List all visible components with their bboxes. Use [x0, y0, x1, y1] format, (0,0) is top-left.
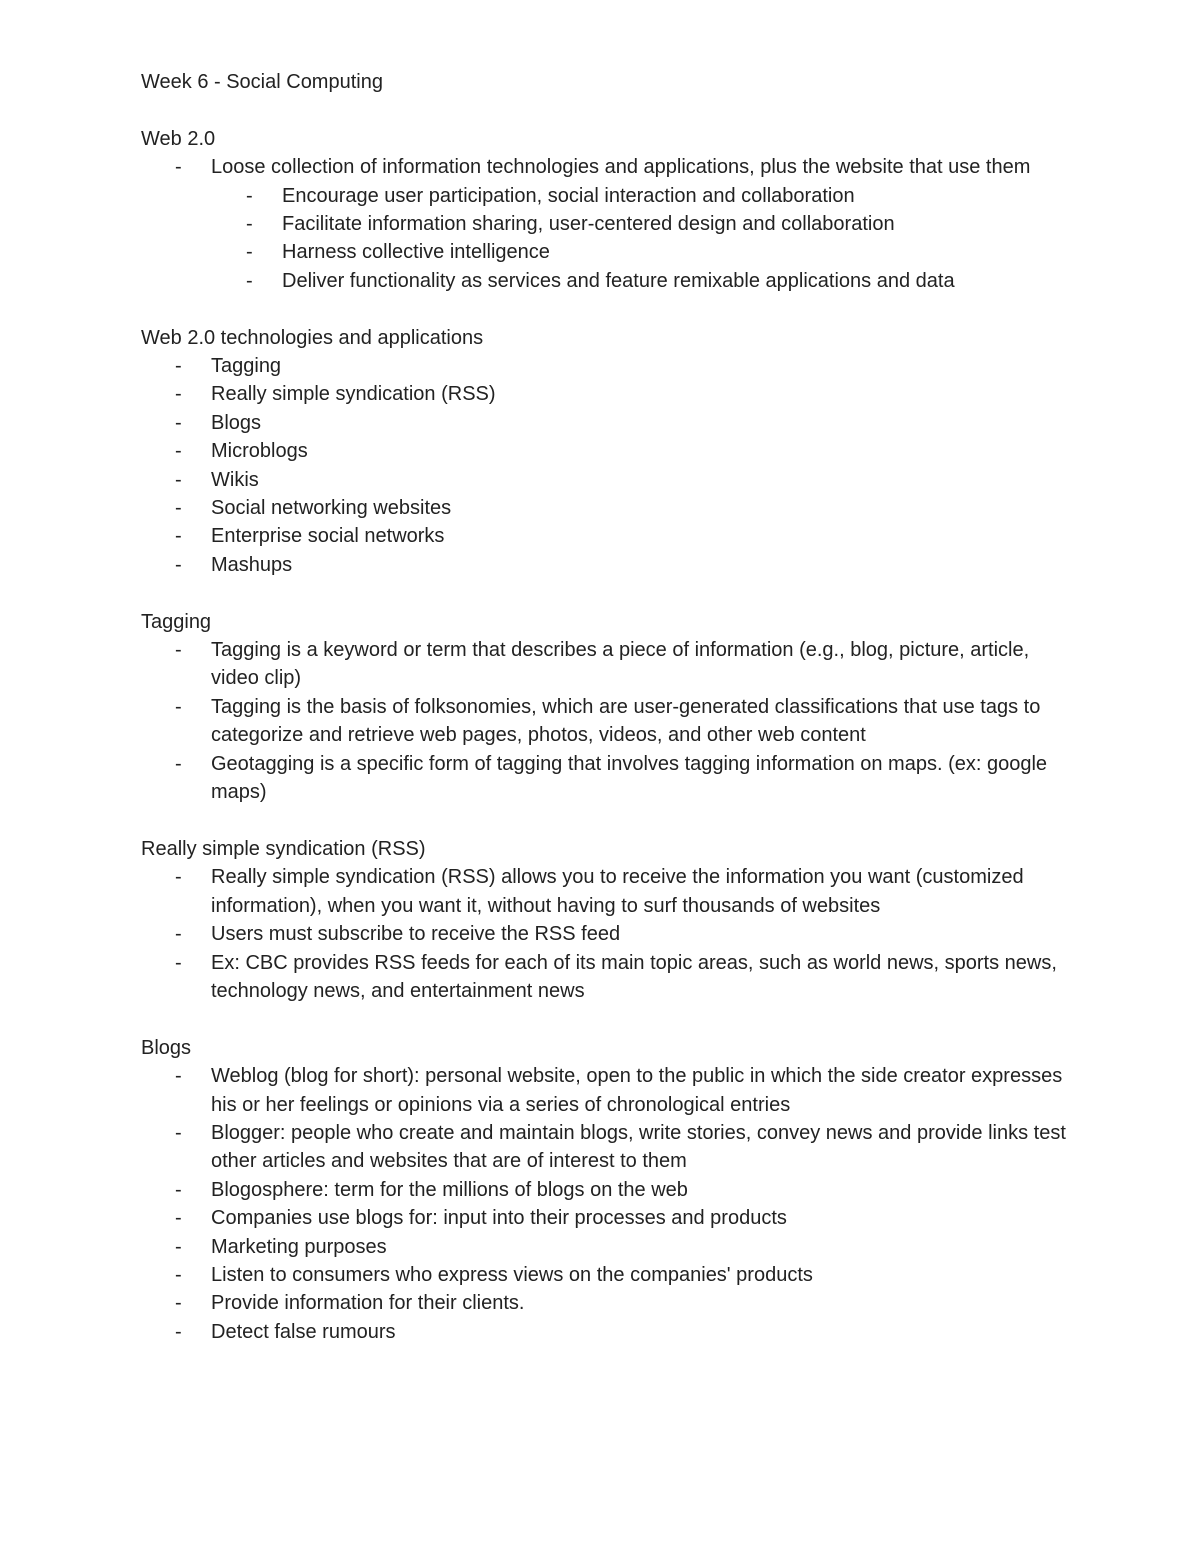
bullet-list	[141, 863, 1071, 1005]
section-heading: Web 2.0 technologies and applications	[141, 326, 484, 349]
list-item	[141, 1289, 1071, 1317]
list-item	[141, 1233, 1071, 1261]
dash-bullet-icon: -	[246, 269, 253, 292]
list-item	[141, 1176, 1071, 1204]
list-item	[141, 153, 1071, 181]
list-item	[141, 551, 1071, 579]
list-item-text: Social networking websites	[211, 497, 452, 520]
list-item	[141, 466, 1071, 494]
list-item-text: Geotagging is a specific form of tagging that involves tagging information on maps. (ex: google maps)	[211, 752, 1048, 804]
dash-bullet-icon: -	[175, 156, 182, 179]
dash-bullet-icon: -	[175, 1320, 182, 1343]
dash-bullet-icon: -	[175, 553, 182, 576]
bullet-list	[141, 153, 1071, 181]
list-item-text: Companies use blogs for: input into their processes and products	[211, 1207, 787, 1230]
list-item-text: Tagging is the basis of folksonomies, which are user-generated classifications that use tags to categorize and retrieve web pages, photos, videos, and other web content	[211, 695, 1041, 747]
dash-bullet-icon: -	[175, 752, 182, 775]
list-item	[141, 1062, 1071, 1119]
list-item-text: Loose collection of information technologies and applications, plus the website that use them	[211, 156, 1031, 179]
list-item	[141, 522, 1071, 550]
dash-bullet-icon: -	[175, 1121, 182, 1144]
dash-bullet-icon: -	[175, 923, 182, 946]
document-title: Week 6 - Social Computing	[141, 71, 383, 93]
list-item-text: Tagging is a keyword or term that describes a piece of information (e.g., blog, picture, article, video clip)	[211, 639, 1030, 690]
list-item	[141, 863, 1071, 920]
section	[141, 324, 1071, 580]
list-item-text: Wikis	[211, 468, 259, 491]
list-item	[141, 380, 1071, 408]
list-item-text: Encourage user participation, social interaction and collaboration	[282, 184, 855, 207]
list-item	[141, 636, 1071, 693]
dash-bullet-icon: -	[175, 525, 182, 548]
dash-bullet-icon: -	[175, 866, 182, 889]
list-item-text: Marketing purposes	[211, 1235, 387, 1258]
document-page	[141, 68, 1071, 1346]
list-item	[141, 409, 1071, 437]
list-item-text: Mashups	[211, 553, 293, 576]
dash-bullet-icon: -	[246, 184, 253, 207]
dash-bullet-icon: -	[175, 468, 182, 491]
list-item	[141, 1119, 1071, 1176]
section	[141, 835, 1071, 1005]
section	[141, 1034, 1071, 1346]
list-item-text: Facilitate information sharing, user-centered design and collaboration	[282, 213, 895, 236]
list-item	[141, 949, 1071, 1006]
dash-bullet-icon: -	[175, 1207, 182, 1230]
dash-bullet-icon: -	[175, 355, 182, 378]
section	[141, 608, 1071, 807]
list-item-text: Ex: CBC provides RSS feeds for each of its main topic areas, such as world news, sports news, technology news, and entertainment news	[211, 951, 1057, 1002]
dash-bullet-icon: -	[175, 1065, 182, 1088]
list-item	[141, 693, 1071, 750]
dash-bullet-icon: -	[175, 383, 182, 406]
bullet-list	[141, 352, 1071, 579]
list-item	[141, 1261, 1071, 1289]
section-heading: Web 2.0	[141, 127, 216, 150]
document-body	[141, 125, 1071, 1346]
dash-bullet-icon: -	[246, 241, 253, 264]
dash-bullet-icon: -	[175, 440, 182, 463]
list-item	[141, 1318, 1071, 1346]
list-item	[141, 238, 1071, 266]
list-item-text: Really simple syndication (RSS)	[211, 383, 496, 406]
list-item	[141, 920, 1071, 948]
dash-bullet-icon: -	[175, 1235, 182, 1258]
list-item	[141, 210, 1071, 238]
dash-bullet-icon: -	[175, 1178, 182, 1201]
list-item	[141, 267, 1071, 295]
list-item-text: Users must subscribe to receive the RSS feed	[211, 923, 621, 946]
list-item	[141, 494, 1071, 522]
list-item	[141, 182, 1071, 210]
section-heading: Blogs	[141, 1036, 192, 1059]
list-item-text: Blogger: people who create and maintain blogs, write stories, convey news and provide links test other articles and websites that are of interest to them	[211, 1121, 1066, 1173]
list-item	[141, 437, 1071, 465]
bullet-list	[141, 182, 1071, 296]
dash-bullet-icon: -	[175, 1292, 182, 1315]
dash-bullet-icon: -	[175, 1263, 182, 1286]
list-item-text: Tagging	[211, 355, 282, 378]
list-item	[141, 750, 1071, 807]
list-item-text: Harness collective intelligence	[282, 241, 550, 264]
dash-bullet-icon: -	[175, 497, 182, 520]
list-item-text: Provide information for their clients.	[211, 1292, 525, 1315]
list-item-text: Microblogs	[211, 440, 308, 463]
list-item-text: Blogosphere: term for the millions of blogs on the web	[211, 1178, 688, 1201]
list-item-text: Really simple syndication (RSS) allows you to receive the information you want (customized information), when you want it, without having to surf thousands of websites	[211, 866, 1024, 917]
list-item-text: Weblog (blog for short): personal website, open to the public in which the side creator expresses his or her feelings or opinions via a series of chronological entries	[211, 1065, 1063, 1116]
section-heading: Tagging	[141, 610, 212, 633]
list-item-text: Detect false rumours	[211, 1320, 396, 1343]
list-item-text: Deliver functionality as services and feature remixable applications and data	[282, 269, 955, 292]
bullet-list	[141, 1062, 1071, 1346]
section-heading: Really simple syndication (RSS)	[141, 837, 426, 860]
dash-bullet-icon: -	[175, 639, 182, 662]
list-item-text: Enterprise social networks	[211, 525, 445, 548]
list-item-text: Blogs	[211, 411, 262, 434]
list-item	[141, 1204, 1071, 1232]
bullet-list	[141, 636, 1071, 806]
section	[141, 125, 1071, 295]
dash-bullet-icon: -	[246, 213, 253, 236]
dash-bullet-icon: -	[175, 695, 182, 718]
list-item	[141, 352, 1071, 380]
dash-bullet-icon: -	[175, 951, 182, 974]
dash-bullet-icon: -	[175, 411, 182, 434]
list-item-text: Listen to consumers who express views on the companies' products	[211, 1263, 813, 1286]
